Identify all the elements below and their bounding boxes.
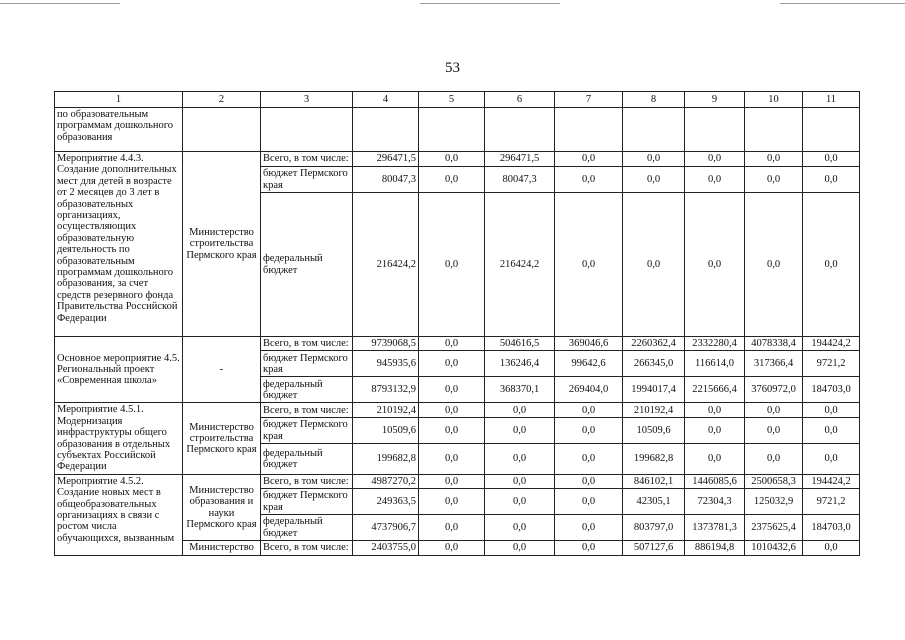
- value-cell: 507127,6: [623, 541, 685, 555]
- value-cell: 0,0: [485, 444, 555, 474]
- value-cell: 0,0: [419, 351, 485, 377]
- continued-row: [55, 108, 860, 152]
- value-cell: 0,0: [555, 403, 623, 418]
- responsible-executor: Министерство образования и науки Пермского края: [183, 474, 261, 540]
- header-cell: 3: [261, 92, 353, 108]
- value-cell: 194424,2: [803, 474, 860, 488]
- funding-source: федеральный бюджет: [261, 377, 353, 403]
- funding-source: бюджет Пермского края: [261, 418, 353, 444]
- value-cell: 368370,1: [485, 377, 555, 403]
- activity-name: Основное мероприятие 4.5. Региональный проект «Современная школа»: [55, 337, 183, 403]
- value-cell: 0,0: [685, 444, 745, 474]
- value-cell: 4078338,4: [745, 337, 803, 351]
- empty-cell: [623, 108, 685, 152]
- value-cell: 846102,1: [623, 474, 685, 488]
- responsible-executor: Министерство: [183, 541, 261, 555]
- value-cell: 10509,6: [623, 418, 685, 444]
- value-cell: 2332280,4: [685, 337, 745, 351]
- value-cell: 0,0: [745, 444, 803, 474]
- value-cell: 184703,0: [803, 515, 860, 541]
- value-cell: 2215666,4: [685, 377, 745, 403]
- value-cell: 0,0: [623, 193, 685, 337]
- value-cell: 0,0: [803, 444, 860, 474]
- table-row: [55, 474, 860, 488]
- value-cell: 0,0: [419, 489, 485, 515]
- value-cell: 0,0: [745, 403, 803, 418]
- empty-cell: [485, 108, 555, 152]
- funding-source: федеральный бюджет: [261, 193, 353, 337]
- value-cell: 0,0: [419, 377, 485, 403]
- value-cell: 210192,4: [623, 403, 685, 418]
- value-cell: 80047,3: [485, 167, 555, 193]
- funding-source: федеральный бюджет: [261, 444, 353, 474]
- value-cell: 0,0: [555, 193, 623, 337]
- empty-cell: [183, 108, 261, 152]
- value-cell: 0,0: [419, 152, 485, 167]
- funding-source: Всего, в том числе:: [261, 474, 353, 488]
- value-cell: 8793132,9: [353, 377, 419, 403]
- value-cell: 0,0: [485, 403, 555, 418]
- value-cell: 0,0: [623, 167, 685, 193]
- value-cell: 199682,8: [623, 444, 685, 474]
- activity-name: Мероприятие 4.5.2. Создание новых мест в общеобразовательных организациях в связи с ростом числа обучающихся, вызванным: [55, 474, 183, 555]
- funding-source: бюджет Пермского края: [261, 351, 353, 377]
- value-cell: 4987270,2: [353, 474, 419, 488]
- value-cell: 0,0: [685, 193, 745, 337]
- responsible-executor: Министерство строительства Пермского края: [183, 152, 261, 337]
- value-cell: 0,0: [685, 418, 745, 444]
- value-cell: 2375625,4: [745, 515, 803, 541]
- value-cell: 266345,0: [623, 351, 685, 377]
- value-cell: 42305,1: [623, 489, 685, 515]
- budget-table: [54, 91, 860, 556]
- value-cell: 9739068,5: [353, 337, 419, 351]
- empty-cell: [419, 108, 485, 152]
- top-rule-center: [420, 3, 560, 4]
- activity-name: Мероприятие 4.4.3. Создание дополнительных мест для детей в возрасте от 2 месяцев до 3 лет в образовательных организациях, осуществляющих образовательную деятельность по образовательным программам дошкольного образования, за счет средств резервного фонда Правительства Российской Федерации: [55, 152, 183, 337]
- activity-name: Мероприятие 4.5.1. Модернизация инфраструктуры общего образования в отдельных субъектах Российской Федерации: [55, 403, 183, 474]
- header-cell: 7: [555, 92, 623, 108]
- value-cell: 0,0: [419, 167, 485, 193]
- header-cell: 11: [803, 92, 860, 108]
- value-cell: 2500658,3: [745, 474, 803, 488]
- value-cell: 199682,8: [353, 444, 419, 474]
- value-cell: 0,0: [419, 515, 485, 541]
- value-cell: 0,0: [485, 489, 555, 515]
- value-cell: 0,0: [485, 474, 555, 488]
- value-cell: 0,0: [555, 541, 623, 555]
- value-cell: 317366,4: [745, 351, 803, 377]
- value-cell: 2260362,4: [623, 337, 685, 351]
- empty-cell: [353, 108, 419, 152]
- value-cell: 72304,3: [685, 489, 745, 515]
- value-cell: 0,0: [685, 152, 745, 167]
- value-cell: 10509,6: [353, 418, 419, 444]
- table-row: [55, 403, 860, 418]
- value-cell: 9721,2: [803, 489, 860, 515]
- value-cell: 3760972,0: [745, 377, 803, 403]
- page-number: 53: [445, 60, 460, 76]
- value-cell: 216424,2: [353, 193, 419, 337]
- header-row: [55, 92, 860, 108]
- value-cell: 0,0: [419, 403, 485, 418]
- value-cell: 0,0: [555, 515, 623, 541]
- value-cell: 0,0: [555, 418, 623, 444]
- value-cell: 0,0: [803, 167, 860, 193]
- value-cell: 184703,0: [803, 377, 860, 403]
- value-cell: 116614,0: [685, 351, 745, 377]
- value-cell: 125032,9: [745, 489, 803, 515]
- value-cell: 80047,3: [353, 167, 419, 193]
- responsible-executor: Министерство строительства Пермского края: [183, 403, 261, 474]
- value-cell: 136246,4: [485, 351, 555, 377]
- value-cell: 4737906,7: [353, 515, 419, 541]
- value-cell: 0,0: [685, 167, 745, 193]
- value-cell: 0,0: [745, 193, 803, 337]
- value-cell: 0,0: [419, 418, 485, 444]
- value-cell: 369046,6: [555, 337, 623, 351]
- value-cell: 0,0: [623, 152, 685, 167]
- header-cell: 1: [55, 92, 183, 108]
- value-cell: 1373781,3: [685, 515, 745, 541]
- value-cell: 1010432,6: [745, 541, 803, 555]
- value-cell: 0,0: [803, 403, 860, 418]
- value-cell: 504616,5: [485, 337, 555, 351]
- table-row: [55, 337, 860, 351]
- value-cell: 249363,5: [353, 489, 419, 515]
- value-cell: 0,0: [803, 193, 860, 337]
- value-cell: 1994017,4: [623, 377, 685, 403]
- top-rule-left: [0, 3, 120, 4]
- funding-source: федеральный бюджет: [261, 515, 353, 541]
- header-cell: 9: [685, 92, 745, 108]
- value-cell: 2403755,0: [353, 541, 419, 555]
- funding-source: бюджет Пермского края: [261, 167, 353, 193]
- value-cell: 803797,0: [623, 515, 685, 541]
- value-cell: 194424,2: [803, 337, 860, 351]
- empty-cell: [685, 108, 745, 152]
- value-cell: 1446085,6: [685, 474, 745, 488]
- table-row: [55, 152, 860, 167]
- value-cell: 0,0: [555, 474, 623, 488]
- value-cell: 0,0: [419, 541, 485, 555]
- header-cell: 10: [745, 92, 803, 108]
- value-cell: 0,0: [485, 418, 555, 444]
- value-cell: 0,0: [419, 193, 485, 337]
- value-cell: 0,0: [419, 337, 485, 351]
- value-cell: 9721,2: [803, 351, 860, 377]
- empty-cell: [745, 108, 803, 152]
- funding-source: Всего, в том числе:: [261, 152, 353, 167]
- value-cell: 0,0: [555, 489, 623, 515]
- value-cell: 296471,5: [353, 152, 419, 167]
- value-cell: 0,0: [803, 418, 860, 444]
- value-cell: 99642,6: [555, 351, 623, 377]
- funding-source: Всего, в том числе:: [261, 541, 353, 555]
- value-cell: 0,0: [485, 541, 555, 555]
- empty-cell: [803, 108, 860, 152]
- top-rule-right: [780, 3, 905, 4]
- value-cell: 0,0: [745, 152, 803, 167]
- value-cell: 296471,5: [485, 152, 555, 167]
- header-cell: 5: [419, 92, 485, 108]
- empty-cell: [261, 108, 353, 152]
- value-cell: 886194,8: [685, 541, 745, 555]
- value-cell: 0,0: [745, 167, 803, 193]
- header-cell: 6: [485, 92, 555, 108]
- empty-cell: [555, 108, 623, 152]
- value-cell: 0,0: [555, 444, 623, 474]
- responsible-executor: -: [183, 337, 261, 403]
- activity-name: по образовательным программам дошкольного образования: [55, 108, 183, 152]
- value-cell: 210192,4: [353, 403, 419, 418]
- value-cell: 0,0: [555, 167, 623, 193]
- funding-source: Всего, в том числе:: [261, 403, 353, 418]
- value-cell: 0,0: [745, 418, 803, 444]
- value-cell: 0,0: [803, 541, 860, 555]
- funding-source: Всего, в том числе:: [261, 337, 353, 351]
- value-cell: 0,0: [419, 474, 485, 488]
- value-cell: 0,0: [419, 444, 485, 474]
- value-cell: 0,0: [803, 152, 860, 167]
- header-cell: 4: [353, 92, 419, 108]
- value-cell: 0,0: [485, 515, 555, 541]
- header-cell: 2: [183, 92, 261, 108]
- value-cell: 216424,2: [485, 193, 555, 337]
- value-cell: 0,0: [685, 403, 745, 418]
- value-cell: 269404,0: [555, 377, 623, 403]
- value-cell: 0,0: [555, 152, 623, 167]
- value-cell: 945935,6: [353, 351, 419, 377]
- funding-source: бюджет Пермского края: [261, 489, 353, 515]
- header-cell: 8: [623, 92, 685, 108]
